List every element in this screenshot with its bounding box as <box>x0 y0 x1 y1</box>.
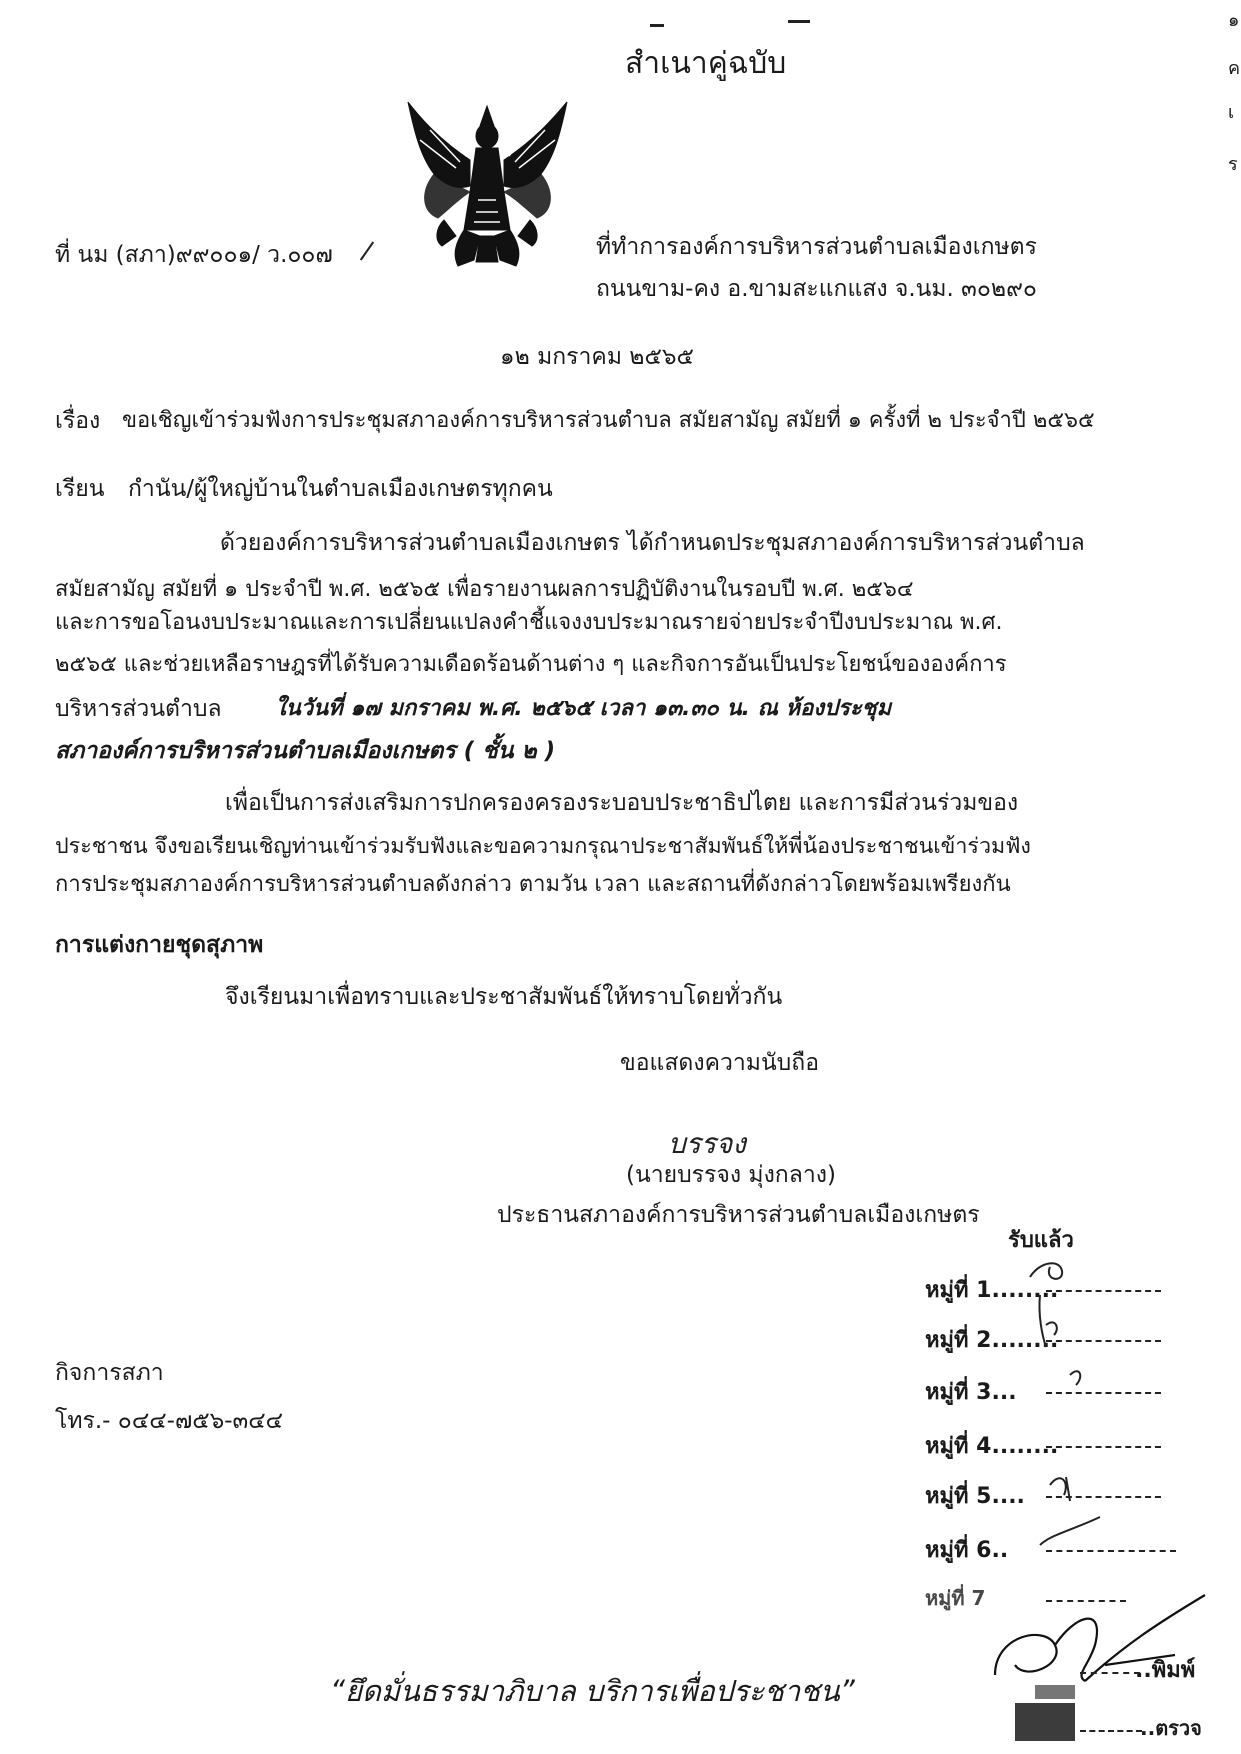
recipient-label: เรียน <box>55 476 105 502</box>
margin-mark-4: ร <box>1228 154 1238 175</box>
handwritten-signature <box>668 1122 746 1166</box>
paragraph-1-line-1: ด้วยองค์การบริหารส่วนตำบลเมืองเกษตร ได้กำหนดประชุมสภาองค์การบริหารส่วนตำบล <box>220 530 1085 556</box>
print-label: ..พิมพ์ <box>1135 1658 1196 1683</box>
copy-stamp <box>625 40 786 87</box>
routing-stamp-title: รับแล้ว <box>1008 1228 1074 1253</box>
check-label: ..ตรวจ <box>1140 1716 1202 1740</box>
margin-mark-3: เ <box>1228 102 1235 123</box>
paragraph-1-line-2: สมัยสามัญ สมัยที่ ๑ ประจำปี พ.ศ. ๒๕๖๕ เพื่อรายงานผลการปฏิบัติงานในรอบปี พ.ศ. ๒๕๖๔ <box>55 577 914 602</box>
meeting-room: สภาองค์การบริหารส่วนตำบลเมืองเกษตร ( ชั้น ๒ ) <box>55 738 556 764</box>
subject-text: ขอเชิญเข้าร่วมฟังการประชุมสภาองค์การบริหารส่วนตำบล สมัยสามัญ สมัยที่ ๑ ครั้งที่ ๒ ประจำปี ๒๕๖๕ <box>122 408 1095 433</box>
signer-name: (นายบรรจง มุ่งกลาง) <box>626 1162 836 1188</box>
paragraph-1-line-5-plain: บริหารส่วนตำบล <box>55 696 222 722</box>
office-address-line2: ถนนขาม-คง อ.ขามสะแกแสง จ.นม. ๓๐๒๙๐ <box>596 276 1037 302</box>
paragraph-1-line-4: ๒๕๖๕ และช่วยเหลือราษฎรที่ได้รับความเดือดร้อนด้านต่าง ๆ และกิจการอันเป็นประโยชน์ขององค์การ <box>55 652 1007 677</box>
routing-row-1: หมู่ที่ 1........ <box>925 1278 1059 1303</box>
motto: “ยึดมั่นธรรมาภิบาล บริการเพื่อประชาชน” <box>330 1674 855 1708</box>
document-date: ๑๒ มกราคม ๒๕๖๕ <box>500 344 694 370</box>
subject-label: เรื่อง <box>55 408 101 434</box>
regards: ขอแสดงความนับถือ <box>620 1050 820 1076</box>
routing-row-4: หมู่ที่ 4........ <box>925 1434 1059 1459</box>
margin-mark-2: ค <box>1228 58 1241 79</box>
recipient-text: กำนัน/ผู้ใหญ่บ้านในตำบลเมืองเกษตรทุกคน <box>128 476 553 502</box>
paragraph-2-line-1: เพื่อเป็นการส่งเสริมการปกครองครองระบอบประชาธิปไตย และการมีส่วนร่วมของ <box>225 790 1019 816</box>
routing-row-6: หมู่ที่ 6.. <box>925 1538 1009 1563</box>
routing-row-7: หมู่ที่ 7 <box>925 1586 986 1610</box>
document-number: ที่ นม (สภา)๙๙๐๐๑/ ว.๐๐๗ <box>55 242 333 268</box>
signer-position: ประธานสภาองค์การบริหารส่วนตำบลเมืองเกษตร <box>497 1202 980 1228</box>
document-number-slash <box>360 241 374 260</box>
routing-row-3: หมู่ที่ 3... <box>925 1380 1017 1405</box>
initials-scribble <box>1010 1255 1130 1615</box>
office-address-line1: ที่ทำการองค์การบริหารส่วนตำบลเมืองเกษตร <box>596 234 1037 260</box>
closing-line: จึงเรียนมาเพื่อทราบและประชาสัมพันธ์ให้ทราบโดยทั่วกัน <box>225 984 783 1010</box>
paragraph-2-line-2: ประชาชน จึงขอเรียนเชิญท่านเข้าร่วมรับฟังและขอความกรุณาประชาสัมพันธ์ให้พี่น้องประชาชนเข้าร่วมฟัง <box>55 834 1031 859</box>
paragraph-2-line-3: การประชุมสภาองค์การบริหารส่วนตำบลดังกล่าว ตามวัน เวลา และสถานที่ดังกล่าวโดยพร้อมเพรียงกัน <box>55 872 1011 897</box>
paragraph-1-line-3: และการขอโอนงบประมาณและการเปลี่ยนแปลงคำชี้แจงงบประมาณรายจ่ายประจำปีงบประมาณ พ.ศ. <box>55 610 1003 635</box>
check-rule <box>1080 1730 1142 1732</box>
print-rule <box>1080 1672 1140 1674</box>
department: กิจการสภา <box>55 1360 164 1386</box>
meeting-datetime-place: ในวันที่ ๑๗ มกราคม พ.ศ. ๒๕๖๕ เวลา ๑๓.๓๐ น. ณ ห้องประชุม <box>275 696 892 721</box>
garuda-emblem-icon <box>400 100 575 272</box>
margin-mark-1: ๑ <box>1228 10 1240 31</box>
routing-row-5: หมู่ที่ 5.... <box>925 1484 1025 1509</box>
handwritten-signature-text: บรรจง <box>668 1127 746 1160</box>
copy-stamp-mark <box>650 24 664 27</box>
copy-stamp-text: สำเนาคู่ฉบับ <box>625 46 787 81</box>
garuda-emblem <box>400 100 575 272</box>
copy-stamp-mark <box>788 20 810 23</box>
phone: โทร.- ๐๔๔-๗๕๖-๓๔๔ <box>55 1408 284 1434</box>
dress-code: การแต่งกายชุดสุภาพ <box>55 932 264 958</box>
routing-row-2: หมู่ที่ 2........ <box>925 1328 1059 1353</box>
